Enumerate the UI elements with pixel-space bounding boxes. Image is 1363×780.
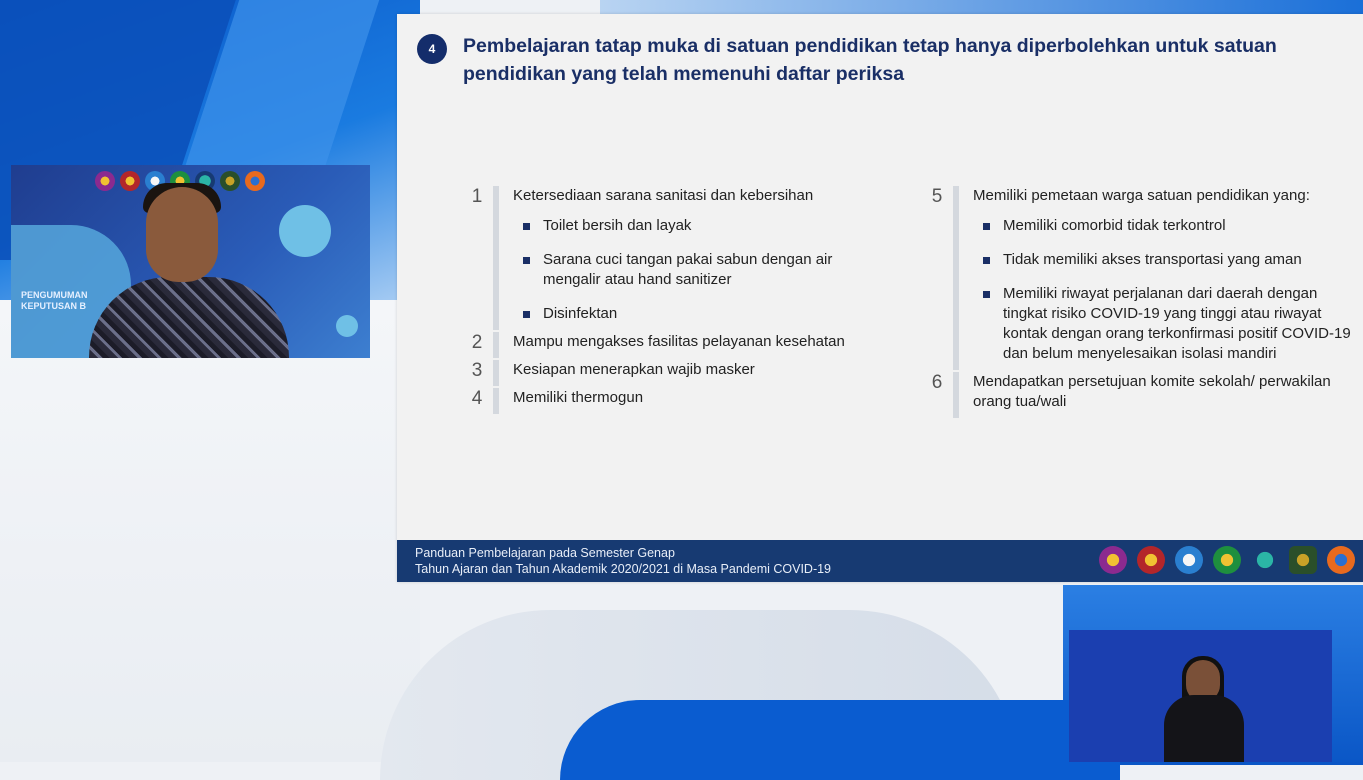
sub-list bbox=[513, 216, 847, 324]
square-bullet-icon bbox=[983, 291, 990, 298]
square-bullet-icon bbox=[983, 257, 990, 264]
background-top-strip bbox=[600, 0, 1363, 14]
item-text: Kesiapan menerapkan wajib masker bbox=[513, 361, 755, 378]
checklist-right-column bbox=[927, 184, 1357, 418]
item-divider bbox=[493, 186, 499, 330]
sub-item: Disinfektan bbox=[523, 304, 847, 324]
kemenpan-logo bbox=[1289, 546, 1317, 574]
presentation-slide bbox=[397, 14, 1363, 582]
item-number: 4 bbox=[471, 388, 483, 409]
kemenpan-logo bbox=[220, 171, 240, 191]
interpreter-figure bbox=[1164, 695, 1244, 762]
kemenag-logo bbox=[1213, 546, 1241, 574]
item-divider bbox=[493, 360, 499, 386]
footer-line: Tahun Ajaran dan Tahun Akademik 2020/2021 di Masa Pandemi COVID-19 bbox=[415, 562, 832, 576]
checklist-item bbox=[467, 386, 847, 408]
square-bullet-icon bbox=[523, 257, 530, 264]
kemendagri-logo bbox=[1137, 546, 1165, 574]
checklist-item bbox=[927, 184, 1357, 364]
item-text: Mendapatkan persetujuan komite sekolah/ perwakilan orang tua/wali bbox=[973, 373, 1331, 410]
checklist-item bbox=[467, 330, 847, 352]
item-number: 6 bbox=[931, 372, 943, 393]
slide-number-badge: 4 bbox=[417, 34, 447, 64]
checklist-item bbox=[467, 184, 847, 324]
sign-interpreter-video-feed[interactable] bbox=[1069, 630, 1332, 762]
item-text: Ketersediaan sarana sanitasi dan kebersihan bbox=[513, 187, 814, 204]
item-number: 5 bbox=[931, 186, 943, 207]
item-divider bbox=[493, 388, 499, 414]
slide-title: Pembelajaran tatap muka di satuan pendidikan tetap hanya diperbolehkan untuk satuan pendidikan yang telah memenuhi daftar periksa bbox=[463, 35, 1277, 85]
kemenko-pmk-logo bbox=[1099, 546, 1127, 574]
item-divider bbox=[493, 332, 499, 358]
item-number: 1 bbox=[471, 186, 483, 207]
speaker-video-feed[interactable] bbox=[11, 165, 370, 358]
item-text: Memiliki pemetaan warga satuan pendidikan yang: bbox=[973, 187, 1310, 204]
footer-line: Panduan Pembelajaran pada Semester Genap bbox=[415, 546, 675, 560]
kemendagri-logo bbox=[120, 171, 140, 191]
speaker-head bbox=[146, 187, 218, 282]
sub-item: Toilet bersih dan layak bbox=[523, 216, 847, 236]
sub-list bbox=[973, 216, 1357, 364]
background-light-area bbox=[0, 300, 420, 762]
square-bullet-icon bbox=[523, 311, 530, 318]
sub-item: Memiliki riwayat perjalanan dari daerah dengan tingkat risiko COVID-19 yang tinggi atau riwayat kontak dengan orang terkonfirmasi positif COVID-19 dan belum menyelesaikan isolasi mandiri bbox=[983, 284, 1357, 364]
bnpb-logo bbox=[245, 171, 265, 191]
sub-item: Sarana cuci tangan pakai sabun dengan air mengalir atau hand sanitizer bbox=[523, 250, 847, 290]
item-divider bbox=[953, 186, 959, 370]
checklist-item bbox=[927, 370, 1357, 412]
footer-caption bbox=[415, 545, 831, 577]
slide-footer bbox=[397, 540, 1363, 582]
ministry-logos bbox=[1099, 546, 1355, 574]
video-background-circle bbox=[279, 205, 331, 257]
video-banner-text: PENGUMUMAN KEPUTUSAN B bbox=[21, 290, 88, 311]
item-text: Mampu mengakses fasilitas pelayanan kesehatan bbox=[513, 333, 845, 350]
kemenko-pmk-logo bbox=[95, 171, 115, 191]
kemenkes-logo bbox=[1251, 546, 1279, 574]
square-bullet-icon bbox=[523, 223, 530, 230]
sub-item: Tidak memiliki akses transportasi yang aman bbox=[983, 250, 1357, 270]
checklist-item bbox=[467, 358, 847, 380]
checklist-left-column bbox=[467, 184, 847, 414]
kemendikbud-logo bbox=[1175, 546, 1203, 574]
background-wave-blue bbox=[560, 700, 1120, 780]
item-divider bbox=[953, 372, 959, 418]
sub-item: Memiliki comorbid tidak terkontrol bbox=[983, 216, 1357, 236]
bnpb-logo bbox=[1327, 546, 1355, 574]
item-text: Memiliki thermogun bbox=[513, 389, 644, 406]
item-number: 2 bbox=[471, 332, 483, 353]
item-number: 3 bbox=[471, 360, 483, 381]
video-background-circle bbox=[336, 315, 358, 337]
square-bullet-icon bbox=[983, 223, 990, 230]
